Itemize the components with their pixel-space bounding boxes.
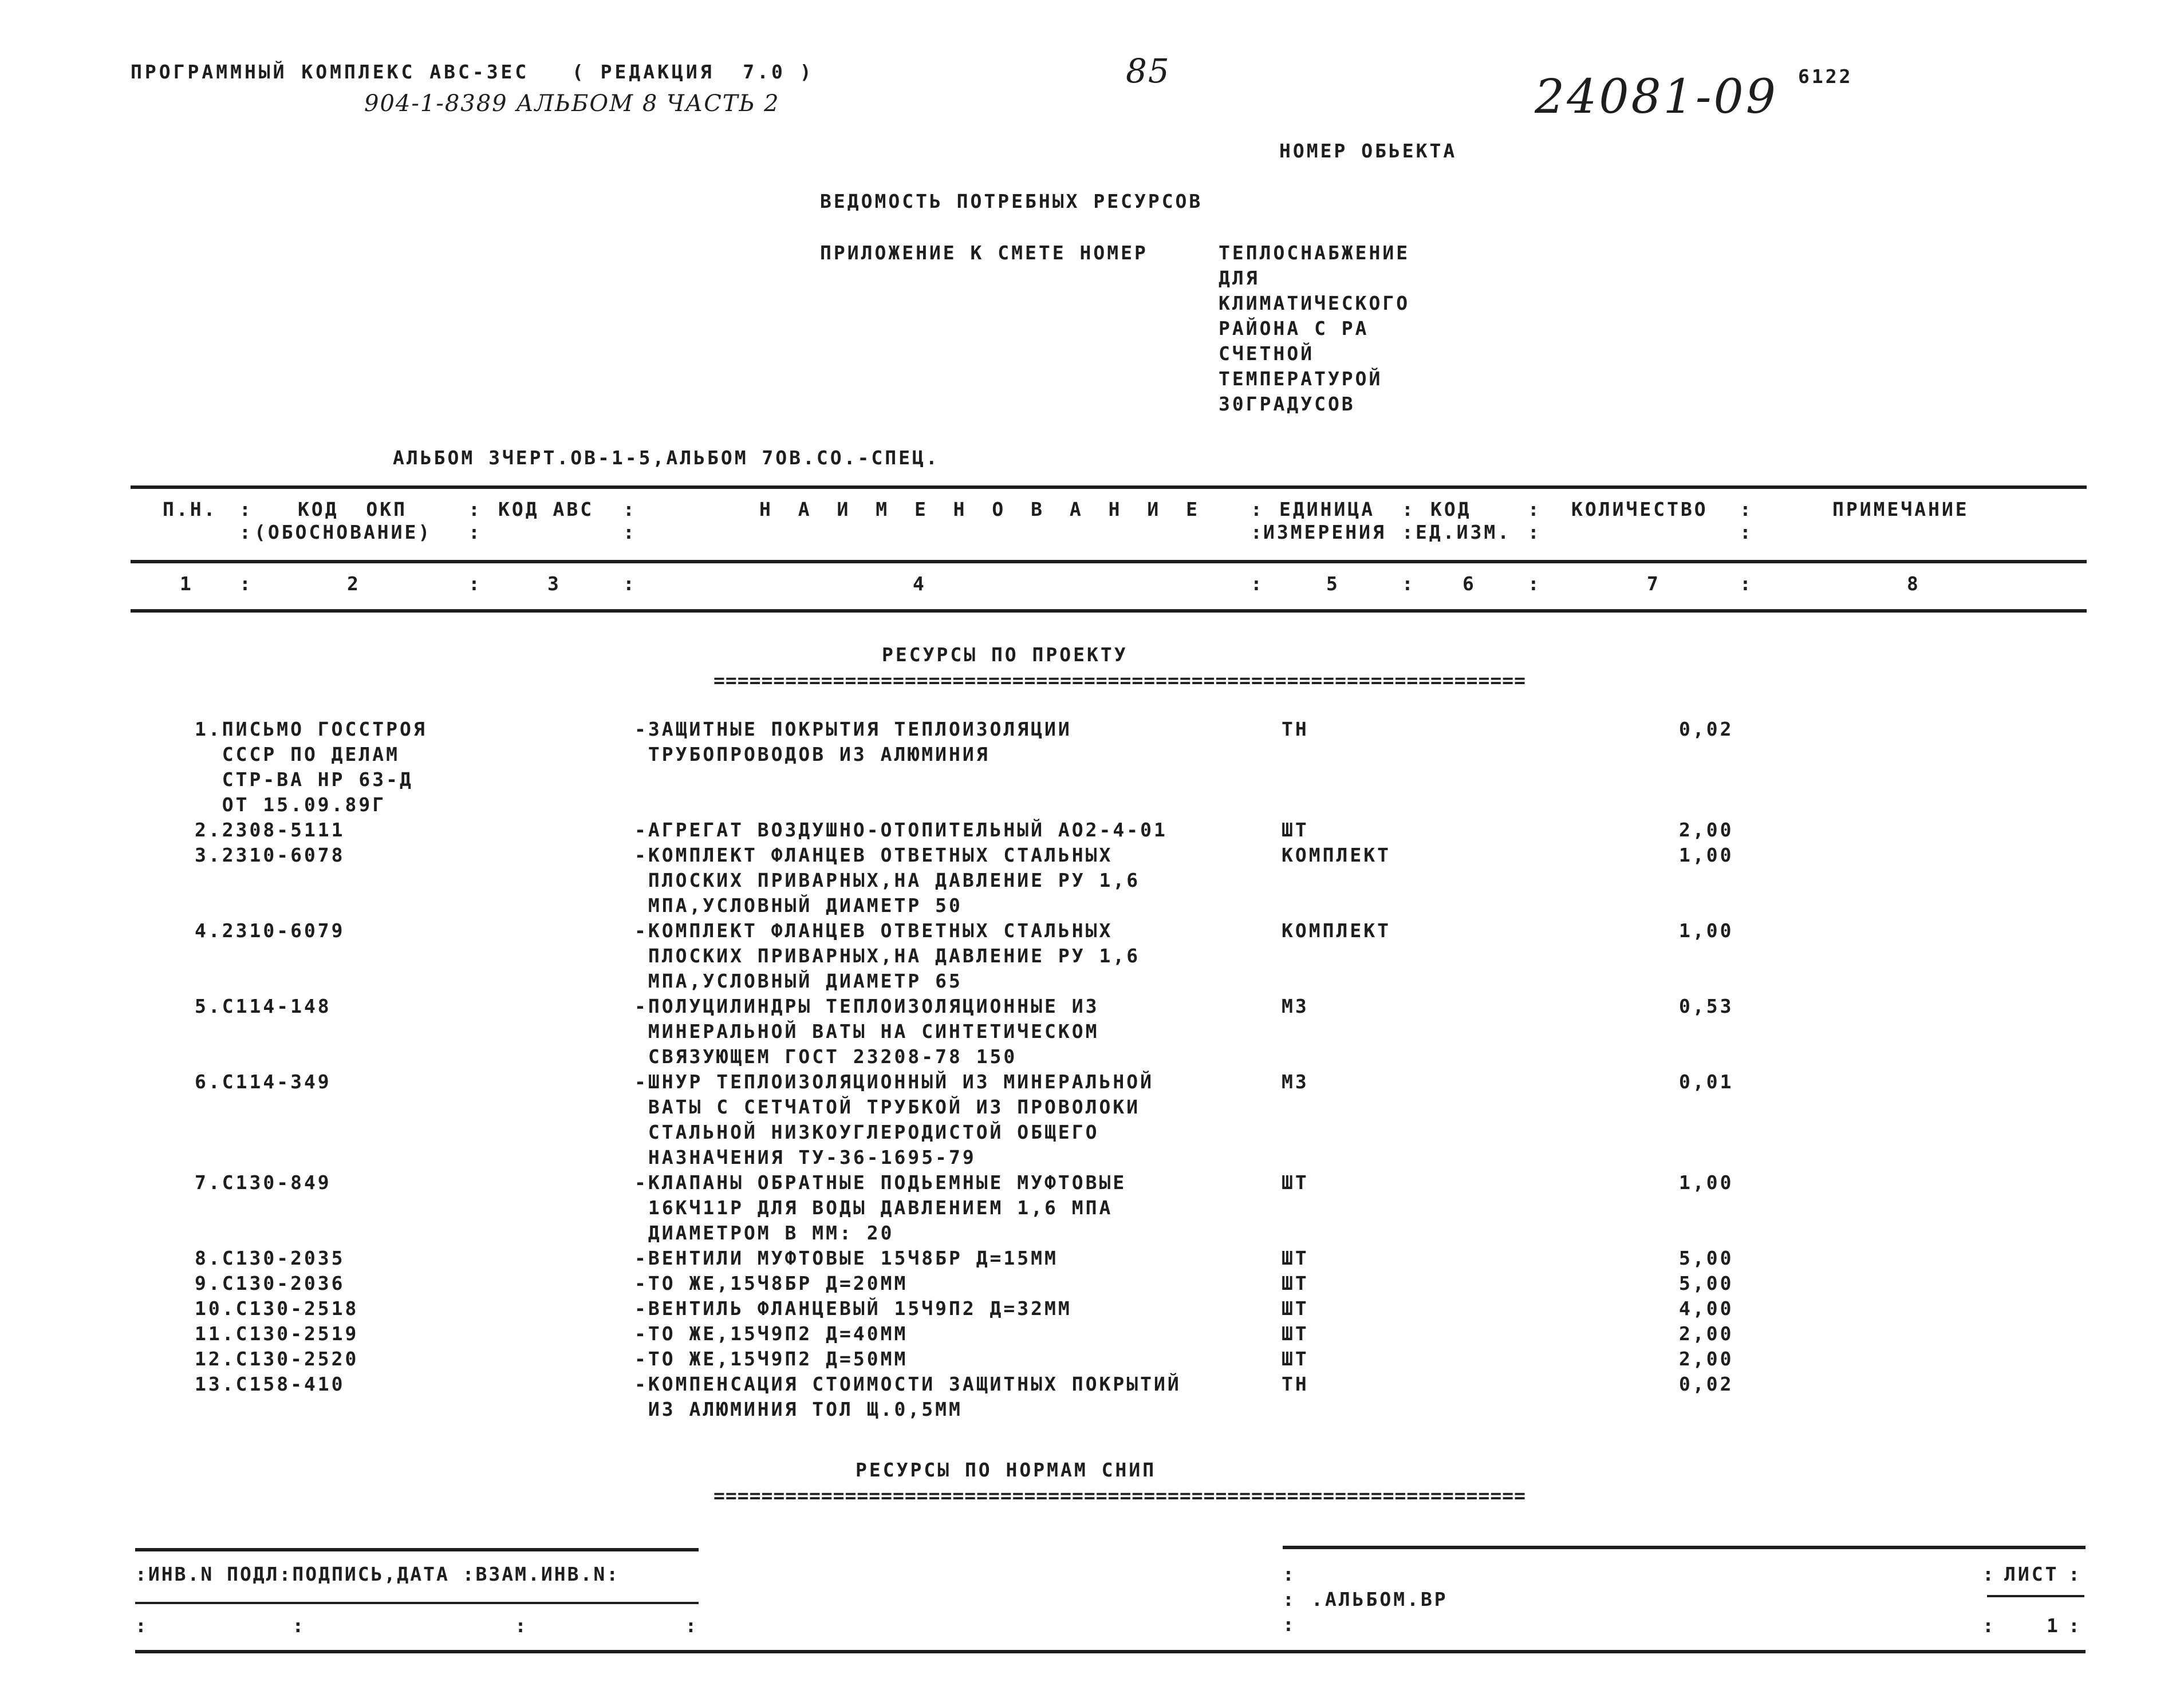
cell-code: 8.С130-2035 [195, 1247, 345, 1269]
sheet-number: 1 [2047, 1614, 2060, 1637]
cell-name: -КОМПЛЕКТ ФЛАНЦЕВ ОТВЕТНЫХ СТАЛЬНЫХ [634, 844, 1113, 866]
col-number: 4 [913, 572, 927, 595]
col-separator: : [1528, 498, 1542, 520]
resource-row-line [0, 1321, 2184, 1347]
handwritten-album-ref: 904-1-8389 АЛЬБОМ 8 ЧАСТЬ 2 [364, 90, 780, 117]
resource-row-line [0, 818, 2184, 843]
estimate-name-line: ТЕМПЕРАТУРОЙ [1219, 368, 1383, 390]
album-label: .АЛЬБОМ.ВР [1311, 1588, 1448, 1610]
col-separator: : [1251, 521, 1264, 543]
estimate-name-line: РАЙОНА С РА [1219, 317, 1369, 339]
stamp-mid-rule [135, 1602, 699, 1604]
col-header-pn: П.Н. [163, 498, 218, 520]
col-separator: : [1740, 498, 1753, 520]
cell-code: СССР ПО ДЕЛАМ [195, 743, 400, 765]
resource-row-line [0, 1397, 2184, 1422]
col-number: 2 [347, 572, 361, 595]
cell-qty: 4,00 [1679, 1297, 1734, 1320]
cell-name: -ТО ЖЕ,15Ч9П2 Д=50ММ [634, 1348, 908, 1370]
cell-code: 1.ПИСЬМО ГОССТРОЯ [195, 718, 427, 740]
col-header-okp-sub: (ОБОСНОВАНИЕ) [254, 521, 432, 543]
resource-row-line [0, 1271, 2184, 1296]
col-number: 8 [1907, 572, 1921, 595]
cell-name: -ШНУР ТЕПЛОИЗОЛЯЦИОННЫЙ ИЗ МИНЕРАЛЬНОЙ [634, 1071, 1154, 1093]
handwritten-page-number: 85 [1126, 52, 1170, 90]
resource-row-line [0, 1296, 2184, 1321]
sheet-right-border: : [2068, 1614, 2082, 1637]
resource-row-line [0, 717, 2184, 742]
cell-name: ВАТЫ С СЕТЧАТОЙ ТРУБКОЙ ИЗ ПРОВОЛОКИ [634, 1096, 1141, 1118]
cell-qty: 5,00 [1679, 1247, 1734, 1269]
cell-name: СТАЛЬНОЙ НИЗКОУГЛЕРОДИСТОЙ ОБЩЕГО [634, 1121, 1099, 1143]
code-number: 6122 [1798, 65, 1853, 88]
sheet-label: ЛИСТ [2004, 1563, 2059, 1585]
col-separator: : [468, 498, 482, 520]
section-underline: ==================================================================== [713, 1484, 1527, 1507]
cell-name: -КОМПЕНСАЦИЯ СТОИМОСТИ ЗАЩИТНЫХ ПОКРЫТИЙ [634, 1373, 1181, 1395]
estimate-name-line: КЛИМАТИЧЕСКОГО [1219, 292, 1410, 314]
col-header-note: ПРИМЕЧАНИЕ [1832, 498, 1969, 520]
resource-row-line [0, 868, 2184, 893]
stamp-header: :ИНВ.N ПОДЛ:ПОДПИСЬ,ДАТА :ВЗАМ.ИНВ.N: [135, 1563, 620, 1585]
cell-name: -КОМПЛЕКТ ФЛАНЦЕВ ОТВЕТНЫХ СТАЛЬНЫХ [634, 919, 1113, 942]
cell-name: -ЗАЩИТНЫЕ ПОКРЫТИЯ ТЕПЛОИЗОЛЯЦИИ [634, 718, 1072, 740]
cell-name: ПЛОСКИХ ПРИВАРНЫХ,НА ДАВЛЕНИЕ РУ 1,6 [634, 869, 1141, 891]
section-underline: ==================================================================== [713, 669, 1527, 692]
col-header-unit-sub: ИЗМЕРЕНИЯ [1263, 521, 1386, 543]
col-header-unit: ЕДИНИЦА [1279, 498, 1375, 520]
resource-row-line [0, 1145, 2184, 1170]
cell-unit: КОМПЛЕКТ [1282, 844, 1391, 866]
cell-name: 16КЧ11Р ДЛЯ ВОДЫ ДАВЛЕНИЕМ 1,6 МПА [634, 1197, 1113, 1219]
resource-row-line [0, 1095, 2184, 1120]
cell-name: МПА,УСЛОВНЫЙ ДИАМЕТР 50 [634, 894, 963, 917]
document-title: ВЕДОМОСТЬ ПОТРЕБНЫХ РЕСУРСОВ [820, 190, 1203, 212]
section-title-norms: РЕСУРСЫ ПО НОРМАМ СНИП [856, 1459, 1157, 1481]
col-header-abc: КОД АВС [498, 498, 594, 520]
col-header-unit-code-sub: ЕД.ИЗМ. [1416, 521, 1512, 543]
cell-name: -ВЕНТИЛИ МУФТОВЫЕ 15Ч8БР Д=15ММ [634, 1247, 1058, 1269]
col-separator: : [1740, 521, 1753, 543]
cell-unit: ШТ [1282, 1348, 1309, 1370]
cell-code: 11.С130-2519 [195, 1322, 359, 1345]
cell-code: 10.С130-2518 [195, 1297, 359, 1320]
program-line: ПРОГРАММНЫЙ КОМПЛЕКС АВС-3ЕС ( РЕДАКЦИЯ 7.0 ) [131, 61, 814, 83]
cell-unit: ШТ [1282, 1272, 1309, 1294]
cell-code: 12.С130-2520 [195, 1348, 359, 1370]
stamp-empty-cells: : : : : [135, 1614, 699, 1637]
estimate-name-line: ТЕПЛОСНАБЖЕНИЕ [1219, 242, 1410, 264]
col-separator: : [239, 521, 253, 543]
estimate-name-line: ДЛЯ [1219, 267, 1260, 289]
cell-name: МИНЕРАЛЬНОЙ ВАТЫ НА СИНТЕТИЧЕСКОМ [634, 1020, 1099, 1043]
cell-qty: 2,00 [1679, 819, 1734, 841]
resource-row-line [0, 792, 2184, 818]
resource-row-line [0, 1069, 2184, 1095]
col-number: 3 [547, 572, 561, 595]
table-header-rule [131, 560, 2087, 563]
titleblock-top-rule [1283, 1546, 2086, 1549]
cell-qty: 2,00 [1679, 1348, 1734, 1370]
col-number: 1 [180, 572, 194, 595]
cell-code: 3.2310-6078 [195, 844, 345, 866]
col-separator: : [623, 498, 637, 520]
cell-qty: 0,02 [1679, 1373, 1734, 1395]
table-top-rule [131, 485, 2087, 489]
cell-name: -ТО ЖЕ,15Ч9П2 Д=40ММ [634, 1322, 908, 1345]
cell-code: СТР-ВА НР 63-Д [195, 768, 413, 791]
resource-row-line [0, 1221, 2184, 1246]
cell-name: -АГРЕГАТ ВОЗДУШНО-ОТОПИТЕЛЬНЫЙ АО2-4-01 [634, 819, 1168, 841]
cell-code: 5.С114-148 [195, 995, 332, 1017]
cell-name: ПЛОСКИХ ПРИВАРНЫХ,НА ДАВЛЕНИЕ РУ 1,6 [634, 945, 1141, 967]
resource-row-line [0, 767, 2184, 792]
cell-name: -ПОЛУЦИЛИНДРЫ ТЕПЛОИЗОЛЯЦИОННЫЕ ИЗ [634, 995, 1099, 1017]
cell-code: 9.С130-2036 [195, 1272, 345, 1294]
cell-qty: 1,00 [1679, 844, 1734, 866]
object-number-label: НОМЕР ОБЬЕКТА [1279, 140, 1457, 162]
sheet-left-border: : [1982, 1563, 1996, 1585]
cell-unit: ШТ [1282, 1247, 1309, 1269]
cell-unit: КОМПЛЕКТ [1282, 919, 1391, 942]
resource-row-line [0, 1044, 2184, 1069]
col-separator: : [468, 521, 482, 543]
table-body-rule [131, 609, 2087, 613]
cell-qty: 0,53 [1679, 995, 1734, 1017]
cell-unit: М3 [1282, 1071, 1309, 1093]
titleblock-separator: : [1283, 1588, 1296, 1610]
col-header-unit-code: КОД [1430, 498, 1472, 520]
cell-qty: 5,00 [1679, 1272, 1734, 1294]
resource-row-line [0, 918, 2184, 943]
cell-unit: ШТ [1282, 1171, 1309, 1194]
resource-row-line [0, 1195, 2184, 1221]
resource-row-line [0, 893, 2184, 918]
cell-code: 4.2310-6079 [195, 919, 345, 942]
resource-row-line [0, 1372, 2184, 1397]
cell-name: ИЗ АЛЮМИНИЯ ТОЛ Щ.0,5ММ [634, 1398, 963, 1420]
col-separator: : [468, 572, 482, 595]
col-separator: : [239, 498, 253, 520]
cell-name: НАЗНАЧЕНИЯ ТУ-36-1695-79 [634, 1146, 976, 1168]
col-number: 6 [1462, 572, 1476, 595]
cell-qty: 0,02 [1679, 718, 1734, 740]
estimate-name-line: 30ГРАДУСОВ [1219, 393, 1355, 415]
cell-unit: ТН [1282, 1373, 1309, 1395]
cell-unit: М3 [1282, 995, 1309, 1017]
cell-qty: 2,00 [1679, 1322, 1734, 1345]
col-separator: : [1528, 521, 1542, 543]
col-separator: : [623, 521, 637, 543]
cell-name: -ТО ЖЕ,15Ч8БР Д=20ММ [634, 1272, 908, 1294]
col-separator: : [1251, 498, 1264, 520]
cell-unit: ШТ [1282, 1322, 1309, 1345]
resource-row-line [0, 1170, 2184, 1195]
col-separator: : [1402, 572, 1416, 595]
col-number: 5 [1326, 572, 1340, 595]
titleblock-separator: : [1283, 1563, 1296, 1585]
cell-name: -КЛАПАНЫ ОБРАТНЫЕ ПОДЬЕМНЫЕ МУФТОВЫЕ [634, 1171, 1127, 1194]
cell-qty: 1,00 [1679, 919, 1734, 942]
cell-code: 7.С130-849 [195, 1171, 332, 1194]
cell-name: -ВЕНТИЛЬ ФЛАНЦЕВЫЙ 15Ч9П2 Д=32ММ [634, 1297, 1072, 1320]
album-line: АЛЬБОМ 3ЧЕРТ.ОВ-1-5,АЛЬБОМ 7ОВ.СО.-СПЕЦ. [393, 447, 940, 469]
col-separator: : [623, 572, 637, 595]
estimate-label: ПРИЛОЖЕНИЕ К СМЕТЕ НОМЕР [820, 242, 1148, 264]
col-header-quantity: КОЛИЧЕСТВО [1571, 498, 1708, 520]
section-title-project: РЕСУРСЫ ПО ПРОЕКТУ [882, 643, 1128, 666]
col-separator: : [1251, 572, 1264, 595]
cell-unit: ТН [1282, 718, 1309, 740]
cell-code: 6.С114-349 [195, 1071, 332, 1093]
resource-row-line [0, 843, 2184, 868]
estimate-name-line: СЧЕТНОЙ [1219, 342, 1315, 365]
col-separator: : [1528, 572, 1542, 595]
col-header-okp: КОД ОКП [298, 498, 407, 520]
col-separator: : [1402, 521, 1416, 543]
cell-code: ОТ 15.09.89Г [195, 793, 387, 816]
cell-name: МПА,УСЛОВНЫЙ ДИАМЕТР 65 [634, 970, 963, 992]
cell-name: ТРУБОПРОВОДОВ ИЗ АЛЮМИНИЯ [634, 743, 990, 765]
resource-row-line [0, 1120, 2184, 1145]
col-separator: : [1740, 572, 1753, 595]
col-separator: : [239, 572, 253, 595]
cell-unit: ШТ [1282, 1297, 1309, 1320]
col-separator: : [1402, 498, 1416, 520]
resource-row-line [0, 1246, 2184, 1271]
cell-qty: 1,00 [1679, 1171, 1734, 1194]
cell-qty: 0,01 [1679, 1071, 1734, 1093]
resource-row-line [0, 943, 2184, 969]
resource-row-line [0, 969, 2184, 994]
col-header-name: Н А И М Е Н О В А Н И Е [759, 498, 1205, 520]
cell-name: ДИАМЕТРОМ В ММ: 20 [634, 1222, 894, 1244]
col-number: 7 [1647, 572, 1661, 595]
cell-code: 2.2308-5111 [195, 819, 345, 841]
sheet-right-border: : [2068, 1563, 2082, 1585]
resource-row-line [0, 1347, 2184, 1372]
cell-unit: ШТ [1282, 819, 1309, 841]
resource-row-line [0, 1019, 2184, 1044]
stamp-bottom-rule [135, 1650, 2086, 1653]
resource-row-line [0, 994, 2184, 1019]
titleblock-separator: : [1283, 1613, 1296, 1636]
resource-row-line [0, 742, 2184, 767]
cell-name: СВЯЗУЮЩЕМ ГОСТ 23208-78 150 [634, 1045, 1018, 1068]
stamp-top-rule [135, 1548, 699, 1551]
cell-code: 13.С158-410 [195, 1373, 345, 1395]
handwritten-project-number: 24081-09 [1535, 70, 1778, 124]
sheet-left-border: : [1982, 1614, 1996, 1637]
sheet-divider-rule [1987, 1595, 2084, 1597]
